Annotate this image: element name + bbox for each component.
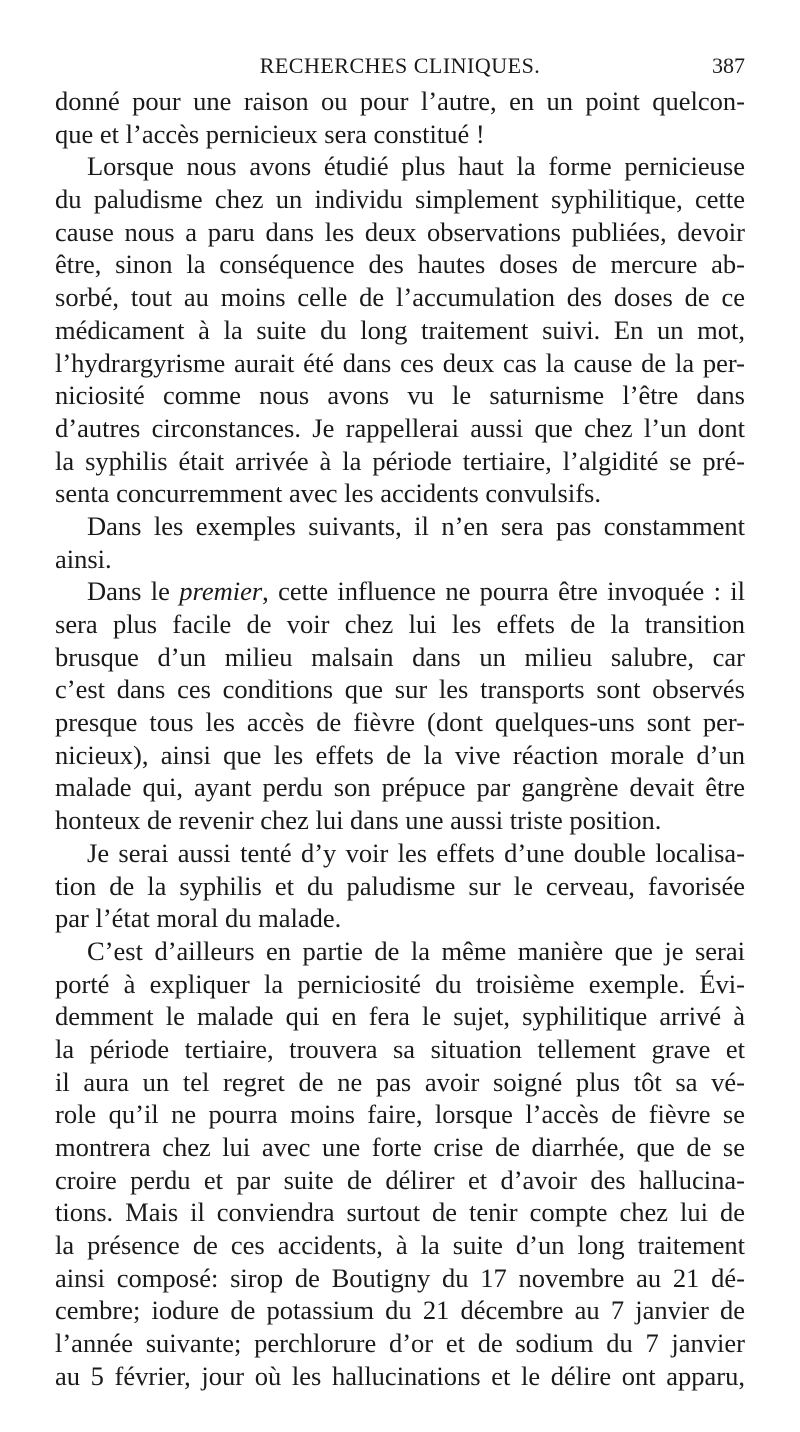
line-segment: Dans le [87, 576, 170, 607]
text-line: du paludisme chez un individu simplement syphilitique, cette [55, 184, 745, 215]
text-line: nicieux), ainsi que les effets de la vive réaction morale d’un [55, 739, 745, 770]
text-line: la période tertiaire, trouvera sa situation tellement grave et [55, 1033, 745, 1064]
text-line: Lorsque nous avons étudié plus haut la forme pernicieuse [87, 151, 745, 182]
text-line: donné pour une raison ou pour l’autre, en un point quelcon- [55, 86, 745, 116]
text-line-with-emphasis [55, 575, 745, 608]
text-line: presque tous les accès de fièvre (dont quelques-uns sont per- [55, 707, 745, 738]
text-line: la présence de ces accidents, à la suite d’un long traitement [55, 1230, 745, 1261]
text-line: Dans les exemples suivants, il n’en sera pas constamment [87, 510, 745, 541]
text-line: médicament à la suite du long traitement suivi. En un mot, [55, 314, 745, 345]
text-line: l’hydrargyrisme aurait été dans ces deux cas la cause de la per- [55, 347, 745, 378]
text-line: sorbé, tout au moins celle de l’accumulation des doses de ce [55, 282, 745, 313]
text-line: tions. Mais il conviendra surtout de tenir compte chez lui de [55, 1197, 745, 1228]
line-segment: , cette influence ne pourra être invoquée : il [262, 576, 745, 607]
text-line: cembre; iodure de potassium du 21 décembre au 7 janvier de [55, 1295, 745, 1326]
body-text [55, 85, 745, 1393]
text-line: demment le malade qui en fera le sujet, syphilitique arrivé à [55, 1001, 745, 1032]
text-line: Je serai aussi tenté d’y voir les effets d’une double localisa- [87, 837, 745, 868]
text-line: honteux de revenir chez lui dans une aussi triste position. [55, 805, 662, 836]
text-line: brusque d’un milieu malsain dans un milieu salubre, car [55, 641, 745, 672]
text-line: au 5 février, jour où les hallucinations et le délire ont apparu, [55, 1360, 745, 1391]
text-line: par l’état moral du malade. [55, 903, 342, 934]
running-title: RECHERCHES CLINIQUES. [259, 53, 541, 78]
text-line: malade qui, ayant perdu son prépuce par gangrène devait être [55, 772, 745, 803]
page-number: 387 [712, 53, 745, 78]
text-line: ainsi composé: sirop de Boutigny du 17 novembre au 21 dé- [55, 1262, 745, 1293]
running-head [55, 50, 745, 82]
text-line: la syphilis était arrivée à la période tertiaire, l’algidité se pré- [55, 445, 745, 476]
text-line: il aura un tel regret de ne pas avoir soigné plus tôt sa vé- [55, 1066, 745, 1097]
text-line: d’autres circonstances. Je rappellerai aussi que chez l’un dont [55, 412, 745, 443]
text-line: cause nous a paru dans les deux observations publiées, devoir [55, 216, 745, 247]
text-line: être, sinon la conséquence des hautes doses de mercure ab- [55, 249, 745, 280]
text-line: que et l’accès pernicieux sera constitué ! [55, 118, 485, 149]
text-line: ainsi. [55, 543, 112, 574]
text-line: tion de la syphilis et du paludisme sur le cerveau, favorisée [55, 870, 745, 901]
text-line: role qu’il ne pourra moins faire, lorsque l’accès de fièvre se [55, 1099, 745, 1130]
emphasis-word: premier [179, 576, 263, 607]
text-line: C’est d’ailleurs en partie de la même manière que je serai [87, 935, 745, 966]
text-line: sera plus facile de voir chez lui les effets de la transition [55, 609, 745, 639]
text-line: croire perdu et par suite de délirer et d’avoir des hallucina- [55, 1164, 745, 1195]
text-line: c’est dans ces conditions que sur les transports sont observés [55, 674, 745, 705]
text-line: porté à expliquer la perniciosité du troisième exemple. Évi- [55, 968, 745, 999]
text-line: senta concurremment avec les accidents convulsifs. [55, 478, 601, 509]
text-line: niciosité comme nous avons vu le saturnisme l’être dans [55, 380, 745, 411]
text-line: montrera chez lui avec une forte crise de diarrhée, que de se [55, 1132, 745, 1162]
text-line: l’année suivante; perchlorure d’or et de sodium du 7 janvier [55, 1328, 745, 1359]
